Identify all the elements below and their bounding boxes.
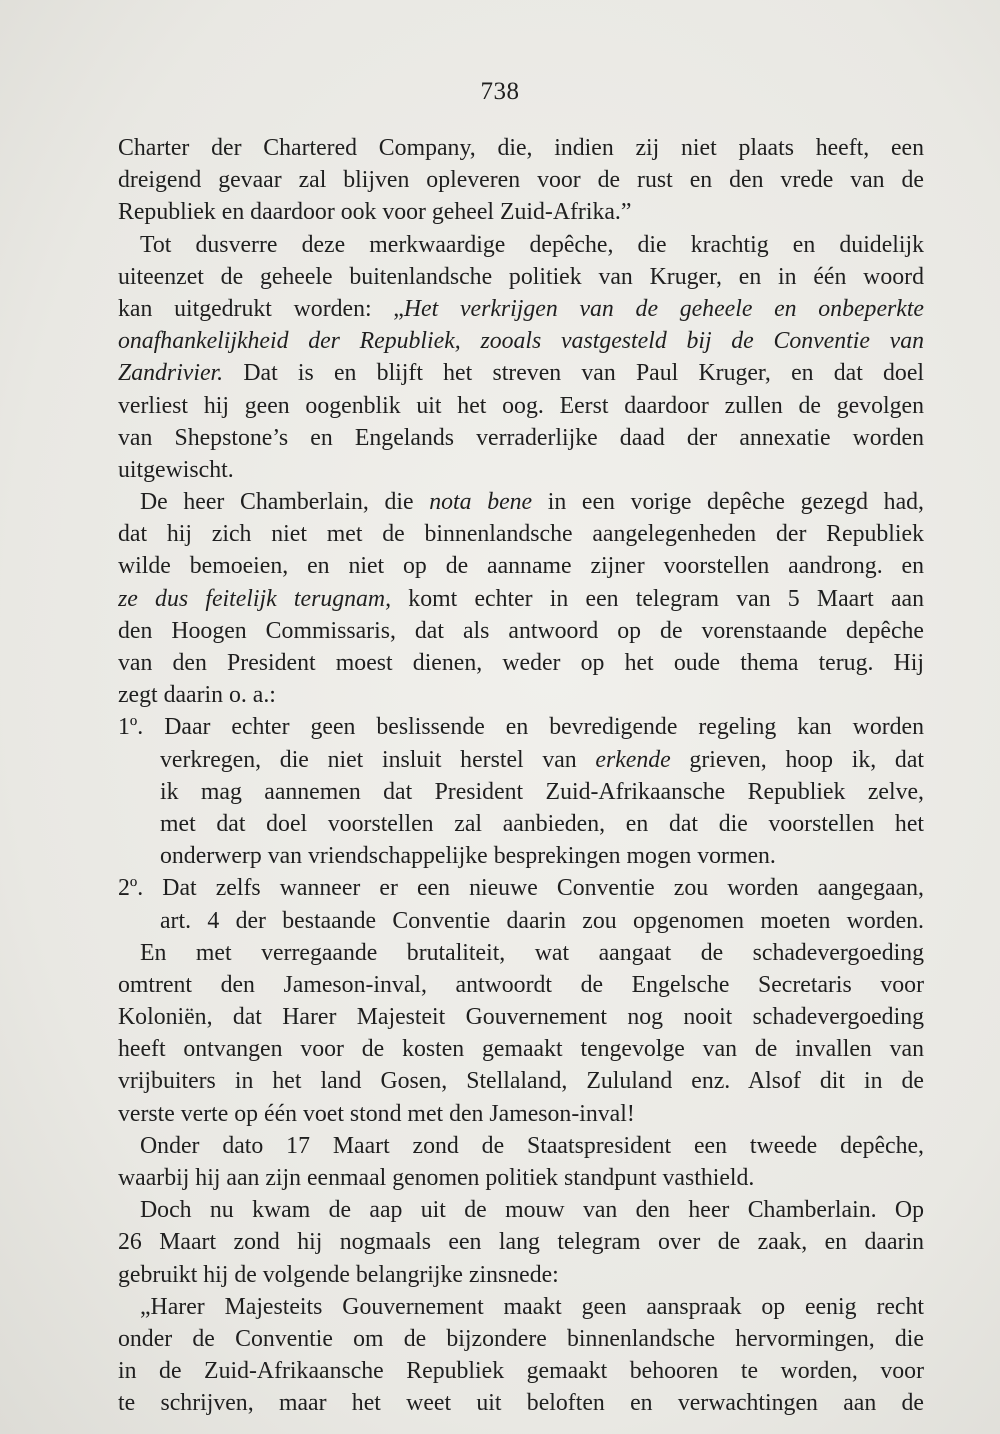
- text-line: onder de Conventie om de bijzondere binnenlandsche hervormingen, die: [118, 1325, 924, 1352]
- text-line: onderwerp van vriendschappelijke besprekingen mogen vormen.: [160, 843, 776, 870]
- text-line: waarbij hij aan zijn eenmaal genomen politiek standpunt vasthield.: [118, 1165, 755, 1191]
- text-line: En met verregaande brutaliteit, wat aangaat de schadevergoeding: [140, 939, 924, 966]
- text-line: omtrent den Jameson-inval, antwoordt de Engelsche Secretaris voor: [118, 971, 924, 998]
- text-line: met dat doel voorstellen zal aanbieden, en dat die voorstellen het: [160, 810, 924, 837]
- text-line: kan uitgedrukt worden: „Het verkrijgen van de geheele en onbeperkte: [118, 295, 924, 322]
- text-line: den Hoogen Commissaris, dat als antwoord op de vorenstaande depêche: [118, 617, 924, 644]
- text-line: zegt daarin o. a.:: [118, 682, 276, 709]
- text-line: in de Zuid-Afrikaansche Republiek gemaakt behooren te worden, voor: [118, 1358, 924, 1385]
- text-line: uiteenzet de geheele buitenlandsche politiek van Kruger, en in één woord: [118, 263, 924, 290]
- text-line: 2º. Dat zelfs wanneer er een nieuwe Conventie zou worden aangegaan,: [118, 875, 924, 902]
- text-line: Koloniën, dat Harer Majesteit Gouvernement nog nooit schadevergoeding: [118, 1004, 924, 1031]
- text-line: onafhankelijkheid der Republiek, zooals vastgesteld bij de Conventie van: [118, 328, 924, 355]
- text-line: heeft ontvangen voor de kosten gemaakt tengevolge van de invallen van: [118, 1036, 924, 1063]
- text-line: dat hij zich niet met de binnenlandsche aangelegenheden der Republiek: [118, 521, 924, 548]
- text-line: Charter der Chartered Company, die, indien zij niet plaats heeft, een: [118, 135, 924, 161]
- text-line: uitgewischt.: [118, 456, 234, 483]
- text-line: Doch nu kwam de aap uit de mouw van den heer Chamberlain. Op: [140, 1197, 924, 1224]
- text-line: te schrijven, maar het weet uit beloften en verwachtingen aan de: [118, 1390, 924, 1417]
- text-line: van Shepstone’s en Engelands verraderlijke daad der annexatie worden: [118, 424, 924, 451]
- text-line: verliest hij geen oogenblik uit het oog. Eerst daardoor zullen de gevolgen: [118, 392, 924, 419]
- text-line: Zandrivier. Dat is en blijft het streven van Paul Kruger, en dat doel: [118, 360, 924, 387]
- text-line: dreigend gevaar zal blijven opleveren voor de rust en den vrede van de: [118, 167, 924, 194]
- text-line: ik mag aannemen dat President Zuid-Afrikaansche Republiek zelve,: [160, 778, 924, 805]
- text-line: van den President moest dienen, weder op het oude thema terug. Hij: [118, 650, 924, 676]
- text-line: 26 Maart zond hij nogmaals een lang telegram over de zaak, en daarin: [118, 1229, 924, 1256]
- text-line: De heer Chamberlain, die nota bene in een vorige depêche gezegd had,: [140, 489, 924, 516]
- text-line: verkregen, die niet insluit herstel van erkende grieven, hoop ik, dat: [160, 746, 924, 773]
- text-line: Onder dato 17 Maart zond de Staatspresident een tweede depêche,: [140, 1132, 924, 1159]
- page-number: 738: [480, 78, 520, 105]
- text-line: „Harer Majesteits Gouvernement maakt geen aanspraak op eenig recht: [140, 1293, 924, 1320]
- text-line: ze dus feitelijk terugnam, komt echter in een telegram van 5 Maart aan: [118, 585, 924, 612]
- text-line: vrijbuiters in het land Gosen, Stellaland, Zululand enz. Alsof dit in de: [118, 1068, 924, 1095]
- body-text: [118, 132, 924, 1420]
- text-line: gebruikt hij de volgende belangrijke zinsnede:: [118, 1261, 559, 1288]
- text-line: wilde bemoeien, en niet op de aanname zijner voorstellen aandrong. en: [118, 553, 924, 580]
- text-line: Republiek en daardoor ook voor geheel Zuid-Afrika.”: [118, 199, 632, 226]
- text-line: art. 4 der bestaande Conventie daarin zou opgenomen moeten worden.: [160, 907, 924, 934]
- text-line: verste verte op één voet stond met den Jameson-inval!: [118, 1100, 635, 1127]
- text-line: Tot dusverre deze merkwaardige depêche, die krachtig en duidelijk: [140, 231, 924, 258]
- text-line: 1º. Daar echter geen beslissende en bevredigende regeling kan worden: [118, 714, 924, 741]
